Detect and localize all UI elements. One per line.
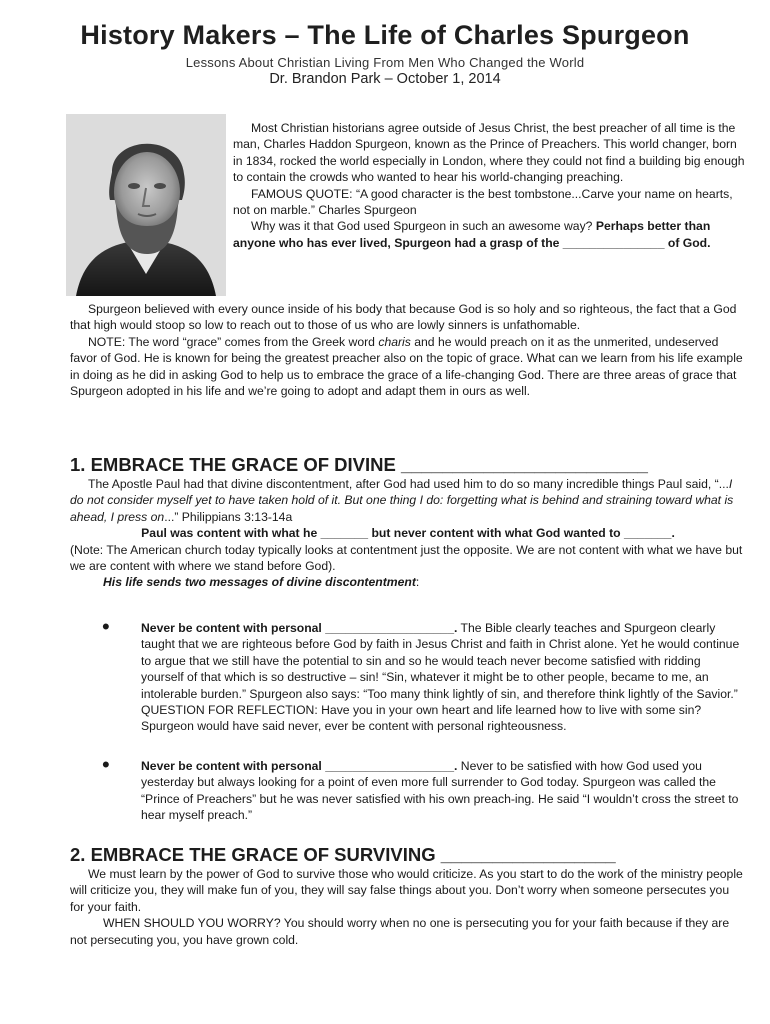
bullet-1-text: The Bible clearly teaches and Spurgeon clearly taught that we are righteous before God by faith in Jesus Christ and faith in Christ alone. Yet he would continue to argue that we still have the potential to sin and so he would teach never become satisfied with ridding yourself of that which is so destructive – sin! “Sin, whatever it might be to other people, became to me, an intolerable burden.” Spurgeon also says: “Too many think lightly of sin, and therefore think lightly of the Savior.” QUESTION FOR REFLECTION: Have you in your own heart and life learned how to live with some sin? Spurgeon would have said never, ever be content with personal righteousness. [141, 621, 740, 734]
paul-quote-text-a: The Apostle Paul had that divine discontentment, after God had used him to do so many incredible things Paul said, “... [88, 477, 729, 491]
bullet-2-text-block [141, 758, 745, 824]
paul-contentment-bold-line: Paul was content with what he _______ but never content with what God wanted to _______. [141, 526, 675, 541]
portrait-illustration [66, 114, 226, 296]
bullet-1-bold: Never be content with personal ___________________. [141, 621, 458, 635]
bullet-2-text: Never to be satisfied with how God used you yesterday but always looking for a point of even more full surrender to God today. Spurgeon was called the “Prince of Preachers” but he was never satisfied with his own preach-ing. He said “I wouldn’t cross the street to hear myself preach.” [141, 759, 739, 823]
two-messages-italic: His life sends two messages of divine discontentment [103, 575, 416, 590]
grace-note-text-b: and he would preach on it as the unmerited, undeserved favor of God. He is known for being the greatest preacher also on the topic of grace. What can we learn from his life example in doing as he did in asking God to help us to embrace the grace of a life-changing God. There are three areas of grace that Spurgeon adopted in his life and we’re going to adopt and adapt them in ours as well. [70, 334, 743, 399]
bullet-1-dot: • [102, 614, 110, 639]
section-2-paragraph-1: We must learn by the power of God to survive those who would criticize. As you start to do the work of the ministry people will criticize you, they will make fun of you, they will say false things about you. Don’t worry when someone persecutes you for your faith. [70, 867, 743, 914]
two-messages-line [70, 574, 746, 590]
author-date-line: Dr. Brandon Park – October 1, 2014 [269, 71, 501, 87]
body-paragraph-1: Spurgeon believed with every ounce inside of his body that because God is so holy and so righteous, the fact that a God that high would stoop so low to reach out to those of us who are lowly sinners is unfathomable. [70, 302, 737, 333]
bullet-2-dot: • [102, 752, 110, 777]
grace-note-text-a: NOTE: The word “grace” comes from the Greek word [88, 334, 379, 349]
intro-answer-bold: Perhaps better than anyone who has ever lived, Spurgeon had a grasp of the _______________ of God. [233, 219, 711, 250]
spurgeon-portrait-photo [66, 114, 226, 296]
intro-paragraph-1: Most Christian historians agree outside of Jesus Christ, the best preacher of all time is the man, Charles Haddon Spurgeon, known as the Prince of Preachers. This world changer, born in 1834, rocked the world especially in London, where they could not find a building big enough to contain the crowds who wanted to hear his world-changing preaching. [233, 121, 745, 185]
intro-text-block [233, 120, 745, 251]
bullet-2-paragraph [141, 758, 745, 824]
document-subtitle: Lessons About Christian Living From Men Who Changed the World [185, 55, 585, 70]
bullet-2-bold: Never be content with personal ___________________. [141, 759, 458, 773]
section-1-body [70, 476, 746, 591]
two-messages-colon: : [415, 575, 420, 590]
american-church-note: (Note: The American church today typically looks at contentment just the opposite. We are not content with what we have but we are content with where we stand before God). [70, 542, 743, 574]
document-title: History Makers – The Life of Charles Spurgeon [80, 20, 690, 50]
section-2-paragraph-2: WHEN SHOULD YOU WORRY? You should worry when no one is persecuting you for your faith because if they are not persecuting you, you have grown cold. [70, 916, 730, 947]
section-2-heading: 2. EMBRACE THE GRACE OF SURVIVING _________________ [70, 844, 616, 865]
section-1-heading: 1. EMBRACE THE GRACE OF DIVINE ________________________ [70, 454, 648, 475]
bullet-1-text-block [141, 620, 745, 735]
intro-question-text: Why was it that God used Spurgeon in such an awesome way? [251, 219, 596, 234]
intro-paragraph-3 [233, 218, 745, 251]
bullet-1-paragraph [141, 620, 745, 735]
paul-quote-paragraph [70, 476, 746, 525]
paul-quote-italic: I do not consider myself yet to have taken hold of it. But one thing I do: forgetting what is behind and straining toward what is ahead, I press on [70, 477, 734, 524]
grace-note-italic-word: charis [378, 334, 411, 349]
body-text-block [70, 301, 746, 399]
paul-quote-text-b: ...” Philippians 3:13-14a [164, 509, 293, 524]
famous-quote-paragraph: FAMOUS QUOTE: “A good character is the best tombstone...Carve your name on hearts, not on marble.” Charles Spurgeon [233, 186, 733, 218]
grace-note-paragraph [70, 334, 746, 400]
section-2-body [70, 866, 746, 948]
